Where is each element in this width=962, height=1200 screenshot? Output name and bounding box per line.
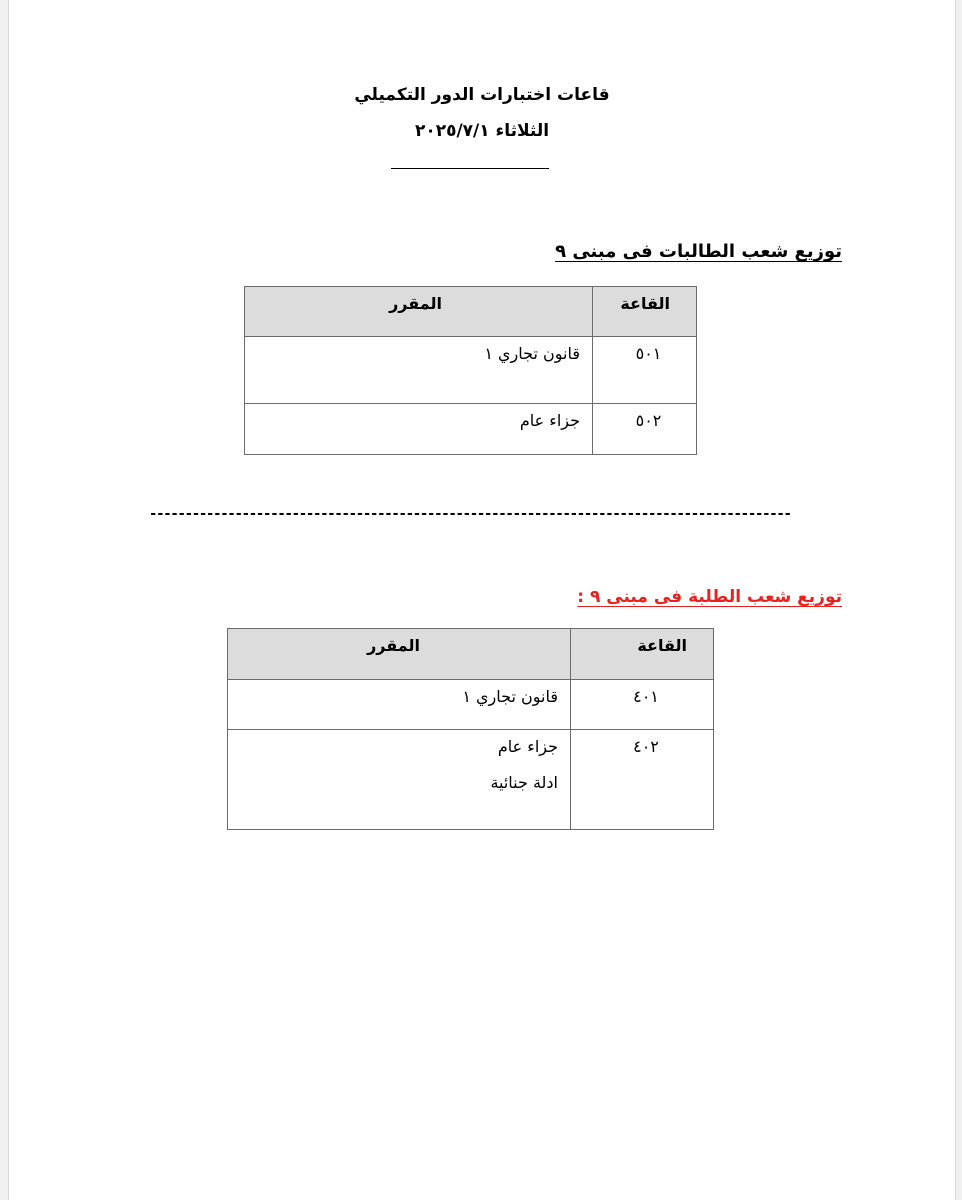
table-row <box>245 404 697 455</box>
room-header-cell <box>593 287 697 337</box>
room-number: ٥٠١ <box>635 344 662 363</box>
document-title: قاعات اختبارات الدور التكميلي <box>354 85 610 105</box>
course-name <box>228 730 570 794</box>
male-section-heading: توزيع شعب الطلبة فى مبنى ٩ : <box>577 587 842 607</box>
female-rooms-table <box>244 286 697 455</box>
course-line: جزاء عام <box>497 737 558 756</box>
room-cell <box>593 404 697 455</box>
room-header-cell <box>571 629 714 680</box>
course-header-cell <box>228 629 571 680</box>
table-row <box>228 680 714 730</box>
room-number: ٥٠٢ <box>635 411 662 430</box>
room-cell <box>571 680 714 730</box>
male-rooms-table <box>227 628 714 830</box>
title-underline <box>391 168 549 169</box>
room-number: ٤٠٢ <box>633 737 659 756</box>
female-section-heading: توزيع شعب الطالبات فى مبنى ٩ <box>555 241 842 262</box>
course-name <box>245 404 592 432</box>
room-cell <box>571 730 714 830</box>
course-header: المقرر <box>367 636 420 655</box>
room-header: القاعة <box>620 294 670 313</box>
course-line: قانون تجاري ١ <box>462 687 558 706</box>
room-number: ٤٠١ <box>633 687 659 706</box>
course-cell <box>228 730 571 830</box>
course-cell <box>245 337 593 404</box>
course-header: المقرر <box>389 294 442 313</box>
room-cell <box>593 337 697 404</box>
course-name <box>245 337 592 365</box>
table-row <box>228 730 714 830</box>
section-separator: ------------------------------------------------------------------------------------------ <box>149 506 791 522</box>
course-line: جزاء عام <box>519 411 580 430</box>
document-page <box>8 0 956 1200</box>
table-header-row <box>228 629 714 680</box>
table-row <box>245 337 697 404</box>
course-header-cell <box>245 287 593 337</box>
course-cell <box>245 404 593 455</box>
table-header-row <box>245 287 697 337</box>
exam-date: الثلاثاء ٢٠٢٥/٧/١ <box>414 121 550 141</box>
course-line: قانون تجاري ١ <box>484 344 580 363</box>
room-header: القاعة <box>637 636 687 655</box>
course-cell <box>228 680 571 730</box>
course-line: ادلة جنائية <box>490 773 558 792</box>
course-name <box>228 680 570 708</box>
